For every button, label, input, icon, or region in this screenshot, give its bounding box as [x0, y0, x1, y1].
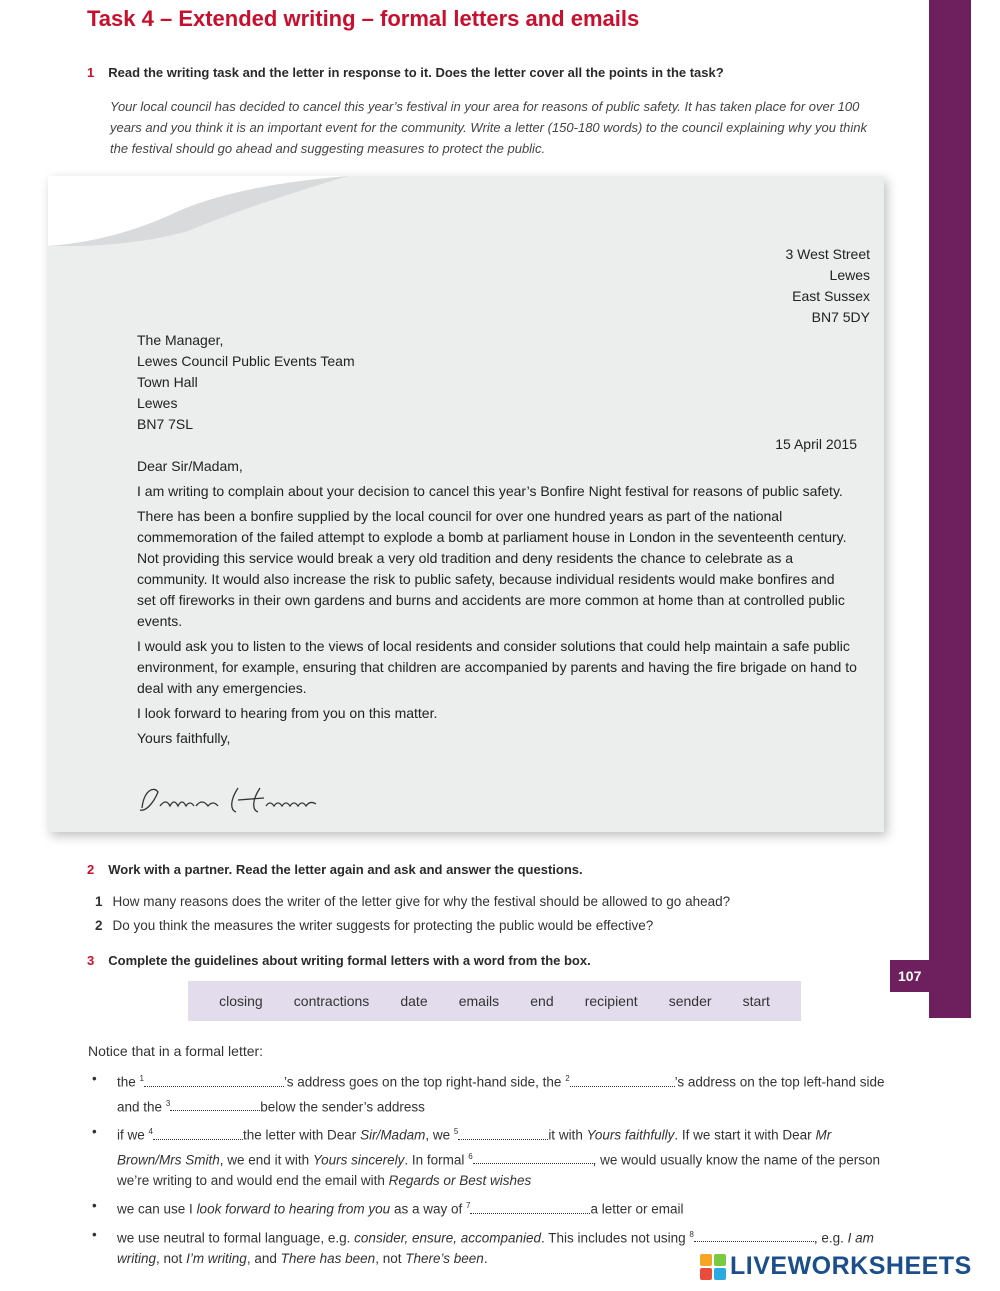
writing-task: Your local council has decided to cancel this year’s festival in your area for reasons of public safety. It has taken place for over 100 years and you think it is an important event for the community. Write a letter (150-180 words) to the council explaining why you think the festival should go ahead and suggesting measures to protect the public. [110, 99, 868, 156]
list-item [95, 890, 730, 914]
word-box-item: date [400, 993, 428, 1009]
liveworksheets-logo-icon [700, 1254, 726, 1280]
guideline-item: • we use neutral to formal language, e.g. consider, ensure, accompanied. This includes not using $^8$ , e.g. I am writing, not I’m writing, and There has been, not There’s been. [92, 1224, 892, 1270]
sender-address-line: BN7 5DY [811, 309, 870, 325]
recipient-address-line: Lewes Council Public Events Team [137, 353, 355, 369]
recipient-address [137, 330, 355, 435]
question-3-number: 3 [87, 953, 95, 968]
word-box-item: end [530, 993, 554, 1009]
question-number: 2 [95, 918, 103, 933]
recipient-address-line: Town Hall [137, 374, 198, 390]
word-box-item: recipient [584, 993, 638, 1009]
page-curl-icon [48, 176, 348, 246]
question-list [95, 890, 730, 938]
word-box-item: closing [219, 993, 263, 1009]
sender-address [785, 244, 870, 328]
letter-greeting: Dear Sir/Madam, [137, 458, 243, 474]
page-title: Task 4 – Extended writing – formal letters and emails [87, 6, 640, 31]
blank-6-input[interactable] [473, 1149, 593, 1164]
question-2-text: Work with a partner. Read the letter again and ask and answer the questions. [108, 862, 583, 877]
signature-image [134, 780, 334, 820]
question-3 [87, 953, 591, 968]
letter-body [137, 456, 857, 753]
guideline-item: • we can use I look forward to hearing from you as a way of $^7$ a letter or email [92, 1195, 892, 1220]
question-number: 1 [95, 894, 103, 909]
word-box-item: start [742, 993, 770, 1009]
guideline-list [92, 1068, 892, 1273]
page-number: 107 [890, 960, 971, 992]
sender-address-line: Lewes [829, 267, 870, 283]
blank-3-input[interactable] [170, 1096, 260, 1111]
purple-sidebar [929, 0, 971, 1018]
question-2-number: 2 [87, 862, 95, 877]
recipient-address-line: BN7 7SL [137, 416, 194, 432]
brand-name: LIVEWORKSHEETS [730, 1252, 972, 1280]
letter-paragraph: I would ask you to listen to the views of local residents and consider solutions that could help maintain a safe public environment, for example, ensuring that children are accompanied by parents and having the fire brigade on hand to deal with any emergencies. [137, 638, 857, 696]
word-box [188, 981, 801, 1021]
notice-text: Notice that in a formal letter: [88, 1043, 264, 1059]
letter-closing: Yours faithfully, [137, 730, 231, 746]
question-1 [87, 65, 724, 80]
sender-address-line: East Sussex [792, 288, 870, 304]
question-1-number: 1 [87, 65, 95, 80]
word-box-item: contractions [293, 993, 370, 1009]
list-item [95, 914, 730, 938]
word-box-item: emails [458, 993, 500, 1009]
blank-4-input[interactable] [153, 1125, 243, 1140]
question-text: How many reasons does the writer of the letter give for why the festival should be allowed to go ahead? [112, 894, 731, 909]
question-text: Do you think the measures the writer suggests for protecting the public would be effective? [112, 918, 654, 933]
letter-paragraph: I am writing to complain about your decision to cancel this year’s Bonfire Night festival for reasons of public safety. [137, 483, 843, 499]
liveworksheets-brand [700, 1252, 972, 1281]
blank-8-input[interactable] [694, 1227, 814, 1242]
question-2 [87, 862, 583, 877]
sender-address-line: 3 West Street [785, 246, 870, 262]
guideline-item: • if we $^4$ the letter with Dear Sir/Madam, we $^5$ it with Yours faithfully. If we start it with Dear Mr Brown/Mrs Smith, we end it with Yours sincerely. In formal $^6$ , we would usually know the name of the person we’re writing to and would end the email with Regards or Best wishes [92, 1121, 892, 1191]
recipient-address-line: Lewes [137, 395, 178, 411]
question-3-text: Complete the guidelines about writing formal letters with a word from the box. [108, 953, 591, 968]
blank-7-input[interactable] [470, 1199, 590, 1214]
letter-paragraph: There has been a bonfire supplied by the local council for over one hundred years as part of the national commemoration of the failed attempt to explode a bomb at parliament house in London in the seventeenth century. Not providing this service would break a very old tradition and deny residents the chance to celebrate as a community. It would also increase the risk to public safety, because individual residents would make bonfires and set off fireworks in their own gardens and burns and accidents are more common at home than at controlled public events. [137, 508, 847, 629]
blank-5-input[interactable] [458, 1125, 548, 1140]
recipient-address-line: The Manager, [137, 332, 224, 348]
blank-2-input[interactable] [570, 1072, 675, 1087]
guideline-item: • the $^1$ ’s address goes on the top right-hand side, the $^2$ ’s address on the top left-hand side and the $^3$ below the sender’s address [92, 1068, 892, 1117]
letter-date: 15 April 2015 [775, 436, 857, 452]
question-1-text: Read the writing task and the letter in response to it. Does the letter cover all the points in the task? [108, 65, 724, 80]
word-box-item: sender [668, 993, 712, 1009]
blank-1-input[interactable] [144, 1072, 284, 1087]
letter-paragraph: I look forward to hearing from you on this matter. [137, 705, 438, 721]
